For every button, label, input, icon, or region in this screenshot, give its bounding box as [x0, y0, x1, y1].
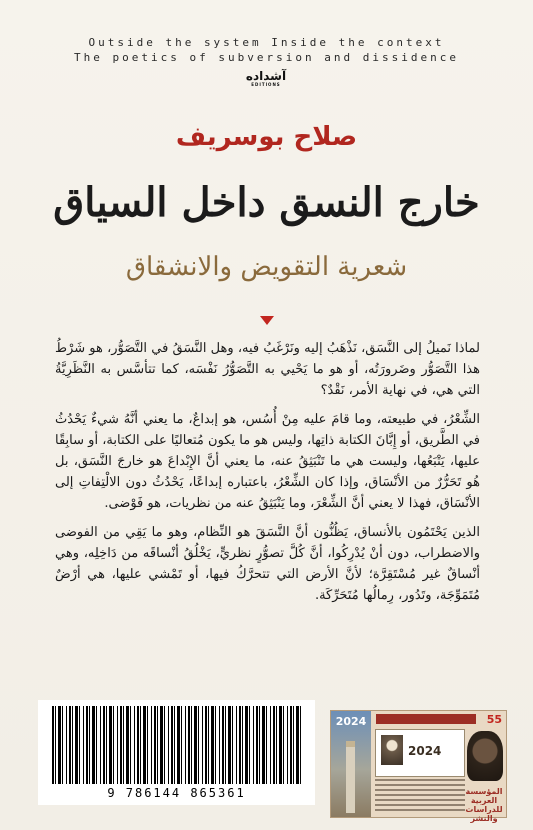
triangle-marker-icon — [260, 316, 274, 325]
clock-tower-image — [346, 741, 355, 813]
author-name: صلاح بوسريف — [175, 122, 358, 152]
promo-year-card: 2024 — [408, 744, 442, 758]
promo-price: 55 — [486, 713, 502, 726]
promo-header-band — [376, 714, 476, 724]
book-subtitle: شعرية التقويض والانشقاق — [125, 252, 408, 282]
publisher-logo-text: آشداده — [245, 69, 287, 83]
barcode-number: 9 786144 865361 — [107, 786, 246, 800]
blurb-text — [55, 338, 480, 614]
book-title: خارج النسق داخل السياق — [53, 179, 480, 226]
promo-brand: المؤسسة العربية للدراسات والنشر — [465, 787, 503, 823]
promo-main-panel — [372, 711, 506, 823]
publisher-logo — [243, 70, 289, 88]
blurb-paragraph: الشِّعْرُ، في طبيعته، وما قامَ عليه مِنْ أُسُس، هو إبداعٌ، ما يعني أنَّهُ شيءٌ يَحْدُثُ في الطَّريق، أو إِبَّانَ الكتابة ذاتِها، وليس هو ما يكون مُتعاليًا على الكتابة، أو سابِقًا عليها، يَتْبَعُها، وليست هي ما تَنْبَثِقُ عنه، ما يعني أنَّ الإِبْداعَ هو خارجَ النَّسَق، بل هُو تَحَرُّرٌ من الأنْسَاق، وإذا كان الشِّعْرُ، باعتباره إبداعًا، يَحْدُثُ دون الالْتِفاتِ إلى الأنْسَاق، فهذا لا يعني أنَّ الشِّعْرَ، وما يَنْبَثِقُ عنه من نظريات، هو فَوْضى. — [55, 412, 480, 511]
promo-year-left: 2024 — [335, 715, 367, 728]
promo-photo-panel — [331, 711, 371, 817]
blurb-paragraph: لماذا نَميلُ إلى النَّسَق، نَذْهَبُ إليه ونَرْغَبُ فيه، وهل النَّسَقُ في التَّصَوُّر، هو شَرْطُ هذا التَّصَوُّر وضَرورَتُه، أو هو ما يَحْيي به التَّصَوُّرُ نَفْسَه، كما تتأسَّس به النَّظَرِيَّةُ التي هي، في نهاية الأمر، نَقْدٌ؟ — [55, 341, 480, 398]
english-title: Outside the system Inside the context — [88, 36, 445, 49]
barcode-bars — [52, 706, 302, 784]
horse-emblem-icon — [467, 731, 503, 781]
english-subtitle: The poetics of subversion and dissidence — [74, 51, 459, 64]
portrait-photo — [381, 735, 403, 765]
promo-fine-print — [375, 779, 465, 813]
isbn-barcode — [38, 700, 315, 805]
publisher-promo-sticker — [330, 710, 507, 823]
publisher-logo-sub: EDITIONS — [251, 82, 281, 87]
promo-award-card — [375, 729, 465, 777]
blurb-paragraph: الذين يَحْتَمُون بالأنساق، يَظُنُّون أنَّ النَّسَقَ هو النِّظام، وهو ما يَقِي من الفوضى والاضطراب، دون أنْ يُدْرِكُوا، أنَّ كُلَّ تصوُّرٍ نظريٍّ، يَخْلُقُ أنْساقَه من دَاخِلِه، وهي أنْساقٌ غير مُسْتَقِرَّة؛ لأنَّ الأرض التي تتحرَّكُ فيها، أو تَمْشي عليها، هي أرْضٌ مُتَمَوِّجَة، وتَدُور، رِمالُها مُتَحَرِّكَة. — [55, 525, 480, 603]
